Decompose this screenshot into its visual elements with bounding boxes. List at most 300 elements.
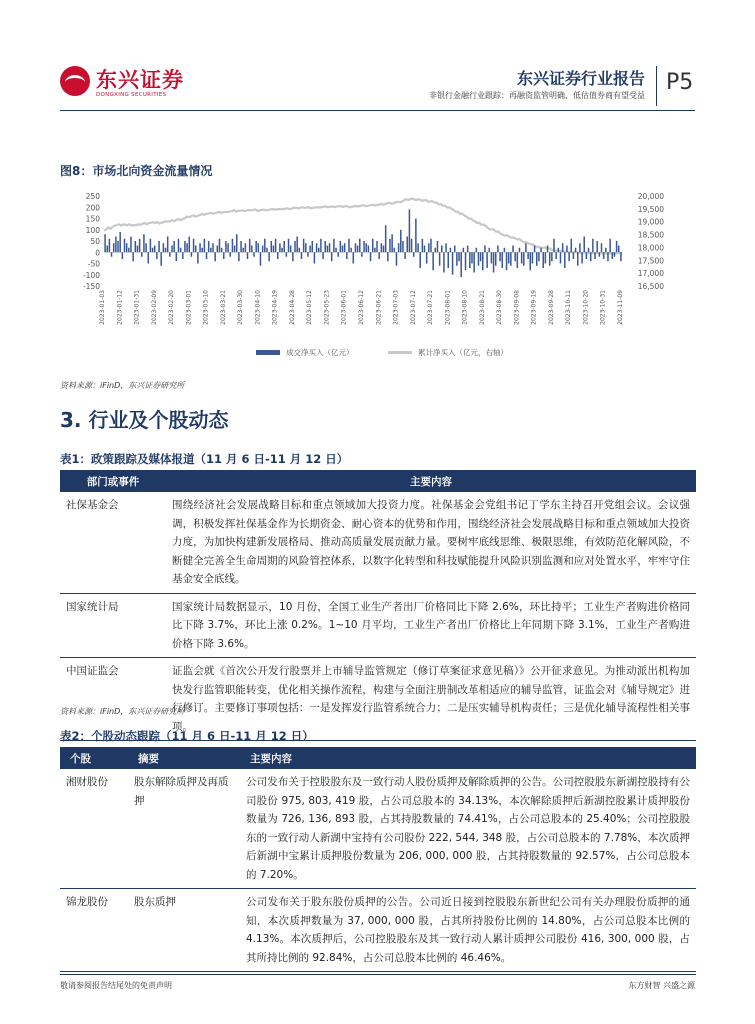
table1-header-content: 主要内容 bbox=[166, 470, 696, 492]
bar bbox=[283, 241, 285, 252]
bar bbox=[486, 252, 488, 268]
x-axis-tick: 2023-07-21 bbox=[427, 290, 435, 325]
bar bbox=[130, 237, 132, 253]
table1-source: 资料来源：iFinD，东兴证券研究所 bbox=[60, 707, 185, 716]
left-axis-tick: 50 bbox=[90, 237, 100, 246]
bar bbox=[165, 248, 167, 253]
bar bbox=[501, 252, 503, 268]
bar bbox=[234, 246, 236, 253]
bar bbox=[620, 252, 622, 261]
bar bbox=[247, 252, 249, 259]
bar bbox=[411, 239, 413, 253]
bar bbox=[568, 252, 570, 261]
bar bbox=[443, 252, 445, 272]
bar bbox=[260, 252, 262, 266]
legend-label-bars: 成交净买入（亿元） bbox=[286, 348, 354, 357]
table-row bbox=[60, 769, 696, 889]
bar bbox=[426, 252, 428, 263]
table2-cell-stock: 锦龙股份 bbox=[60, 889, 128, 972]
bar bbox=[169, 252, 171, 257]
bar bbox=[465, 252, 467, 270]
bar bbox=[532, 252, 534, 263]
x-axis-tick: 2023-05-12 bbox=[306, 290, 314, 325]
bar bbox=[476, 248, 478, 253]
bar bbox=[176, 252, 178, 261]
bar bbox=[396, 252, 398, 266]
bar bbox=[489, 248, 491, 253]
bar bbox=[558, 248, 560, 253]
left-axis-tick: 150 bbox=[85, 214, 100, 224]
bar bbox=[230, 252, 232, 257]
bar bbox=[581, 252, 583, 263]
bar bbox=[616, 241, 618, 252]
bar bbox=[417, 243, 419, 252]
bar bbox=[523, 252, 525, 266]
bar bbox=[253, 252, 255, 257]
bar bbox=[538, 252, 540, 261]
logo-subtext: DONGXING SECURITIES bbox=[96, 92, 167, 98]
left-axis-tick: 100 bbox=[85, 225, 100, 235]
bar bbox=[402, 241, 404, 252]
legend-label-line: 累计净买入（亿元，右轴） bbox=[418, 348, 508, 357]
bar bbox=[428, 243, 430, 252]
bar bbox=[184, 241, 186, 252]
bar bbox=[119, 232, 121, 252]
bar bbox=[435, 248, 437, 253]
right-axis-tick: 19,000 bbox=[637, 217, 664, 227]
bar bbox=[221, 248, 223, 253]
bar bbox=[137, 246, 139, 253]
bar bbox=[614, 252, 616, 257]
bar bbox=[106, 246, 108, 253]
bar bbox=[275, 239, 277, 253]
bar bbox=[182, 252, 184, 259]
x-axis-tick: 2023-09-19 bbox=[530, 290, 538, 325]
bar bbox=[560, 252, 562, 263]
bar bbox=[583, 237, 585, 253]
x-axis-tick: 2023-02-20 bbox=[168, 290, 176, 325]
bar bbox=[122, 252, 124, 259]
bar bbox=[281, 248, 283, 253]
bar bbox=[236, 234, 238, 252]
bar bbox=[357, 246, 359, 253]
bar bbox=[353, 252, 355, 263]
bar bbox=[135, 241, 137, 252]
bar bbox=[530, 252, 532, 270]
bar bbox=[167, 237, 169, 253]
left-axis-tick: 250 bbox=[85, 192, 100, 201]
bar bbox=[596, 241, 598, 252]
bar bbox=[586, 252, 588, 259]
bar bbox=[316, 243, 318, 252]
right-axis-tick: 17,000 bbox=[637, 269, 664, 279]
bar bbox=[374, 248, 376, 253]
bar bbox=[322, 252, 324, 259]
bar bbox=[191, 252, 193, 257]
bar bbox=[286, 252, 288, 257]
bar bbox=[195, 246, 197, 253]
bar bbox=[156, 252, 158, 259]
bar bbox=[592, 239, 594, 253]
bar bbox=[324, 241, 326, 252]
bar bbox=[491, 252, 493, 263]
bar bbox=[573, 252, 575, 259]
bar bbox=[588, 248, 590, 253]
bar bbox=[419, 252, 421, 268]
bar bbox=[579, 243, 581, 252]
bar bbox=[601, 243, 603, 252]
bar bbox=[381, 243, 383, 252]
table2-cell-summary: 股东解除质押及再质押 bbox=[128, 769, 240, 889]
bar bbox=[163, 243, 165, 252]
bar bbox=[534, 246, 536, 253]
bar bbox=[152, 248, 154, 253]
bar bbox=[378, 252, 380, 259]
bar bbox=[249, 239, 251, 253]
right-axis-tick: 17,500 bbox=[637, 256, 664, 266]
bar bbox=[271, 241, 273, 252]
bar bbox=[385, 225, 387, 252]
bar bbox=[493, 252, 495, 272]
bar bbox=[454, 246, 456, 253]
right-axis-tick: 18,500 bbox=[637, 230, 664, 240]
report-title: 东兴证券行业报告 bbox=[516, 69, 645, 88]
bar bbox=[566, 246, 568, 253]
x-axis-tick: 2023-01-31 bbox=[133, 290, 141, 325]
bar bbox=[307, 252, 309, 257]
bar bbox=[232, 239, 234, 253]
x-axis-tick: 2023-03-21 bbox=[219, 290, 227, 325]
bar bbox=[409, 210, 411, 253]
table1-title: 表1：政策跟踪及媒体报道（11 月 6 日-11 月 12 日） bbox=[60, 452, 349, 466]
bar bbox=[214, 252, 216, 261]
bar bbox=[456, 252, 458, 266]
left-axis-tick: -100 bbox=[82, 270, 100, 280]
bar bbox=[450, 248, 452, 253]
table2-cell-stock: 湘财股份 bbox=[60, 769, 128, 889]
table1-cell-content: 围绕经济社会发展战略目标和重点领域加大投资力度。社保基金会党组书记丁学东主持召开党组会议。会议强调，积极发挥社保基金作为长期资金、耐心资本的优势和作用，围绕经济社会发展战略目标和重点领域加大投资力度，为加快构建新发展格局、推动高质量发展贡献力量。要树牢底线思维、极限思维，有效防范化解风险，不断健全完善全生命周期的风险管控体系，以数字化转型和科技赋能提升风险识别监测和应对处置水平，牢牢守住基金安全底线。 bbox=[166, 492, 696, 593]
bar bbox=[143, 234, 145, 252]
bar bbox=[217, 246, 219, 253]
bar bbox=[432, 252, 434, 270]
bar bbox=[430, 239, 432, 253]
bar bbox=[327, 246, 329, 253]
bar bbox=[312, 241, 314, 252]
bar bbox=[549, 252, 551, 266]
bar bbox=[340, 241, 342, 252]
bar bbox=[204, 239, 206, 253]
bar bbox=[389, 239, 391, 253]
bar bbox=[463, 248, 465, 253]
table2-cell-content: 公司发布关于股东股份质押的公告。公司近日接到控股股东新世纪公司有关办理股份质押的通知，本次质押数量为 37, 000, 000 股，占其所持股份比例的 14.80%，占公司总股本比例的 4.13%。本次质押后，公司控股股东及其一致行动人累计质押公司股份 416, 300, 000 股，占其所持比例的 92.84%，占公司总股本比例的 46.46%。 bbox=[240, 889, 696, 972]
x-axis-tick: 2023-08-01 bbox=[444, 290, 452, 325]
bar bbox=[413, 252, 415, 257]
bar bbox=[335, 248, 337, 253]
table-row bbox=[60, 889, 696, 972]
bar bbox=[519, 248, 521, 253]
header-rule bbox=[60, 110, 695, 111]
bar bbox=[126, 243, 128, 252]
table-row bbox=[60, 492, 696, 593]
x-axis-tick: 2023-04-19 bbox=[271, 290, 279, 325]
table2-title: 表2：个股动态跟踪（11 月 6 日-11 月 12 日） bbox=[60, 729, 314, 743]
bar bbox=[542, 252, 544, 268]
table1-header-dept: 部门或事件 bbox=[60, 470, 166, 492]
bar bbox=[607, 252, 609, 261]
bar bbox=[618, 246, 620, 253]
bar bbox=[303, 239, 305, 253]
bar bbox=[484, 246, 486, 253]
bar bbox=[512, 246, 514, 253]
bar bbox=[154, 246, 156, 253]
bar bbox=[350, 248, 352, 253]
bar bbox=[471, 252, 473, 263]
bar bbox=[545, 252, 547, 263]
x-axis-tick: 2023-10-11 bbox=[565, 290, 573, 325]
figure-source: 资料来源：iFinD，东兴证券研究所 bbox=[60, 381, 185, 390]
table2-cell-summary: 股东质押 bbox=[128, 889, 240, 972]
bar bbox=[104, 234, 106, 252]
left-axis-tick: -150 bbox=[82, 282, 100, 291]
bar bbox=[594, 252, 596, 259]
bar bbox=[564, 252, 566, 268]
x-axis-tick: 2023-07-03 bbox=[392, 290, 400, 325]
northbound-flow-chart bbox=[60, 188, 696, 368]
bar bbox=[240, 241, 242, 252]
bar bbox=[173, 241, 175, 252]
x-axis-tick: 2023-09-08 bbox=[513, 290, 521, 325]
bar bbox=[314, 252, 316, 263]
x-axis-tick: 2023-02-09 bbox=[150, 290, 158, 325]
bar bbox=[288, 239, 290, 253]
x-axis-tick: 2023-09-28 bbox=[547, 290, 555, 325]
bar bbox=[551, 252, 553, 261]
x-axis-tick: 2023-11-09 bbox=[617, 290, 624, 325]
bar bbox=[398, 243, 400, 252]
stock-table bbox=[60, 747, 696, 972]
bar bbox=[115, 237, 117, 253]
left-axis-tick: -50 bbox=[87, 259, 100, 269]
x-axis-tick: 2023-05-23 bbox=[323, 290, 331, 325]
bar bbox=[387, 252, 389, 261]
bar bbox=[212, 243, 214, 252]
bar bbox=[268, 252, 270, 261]
x-axis-tick: 2023-03-30 bbox=[237, 290, 245, 325]
bar bbox=[540, 248, 542, 253]
bar bbox=[208, 241, 210, 252]
bar bbox=[132, 252, 134, 261]
bar bbox=[290, 246, 292, 253]
footer-slogan: 东方财智 兴盛之源 bbox=[628, 981, 695, 990]
bar bbox=[406, 237, 408, 253]
bar bbox=[365, 243, 367, 252]
x-axis-tick: 2023-07-12 bbox=[409, 290, 417, 325]
bar bbox=[199, 243, 201, 252]
bar bbox=[262, 246, 264, 253]
bar bbox=[383, 246, 385, 253]
bar bbox=[590, 252, 592, 261]
logo-icon bbox=[60, 66, 90, 96]
bar bbox=[305, 243, 307, 252]
bar bbox=[219, 239, 221, 253]
bar bbox=[320, 239, 322, 253]
bar bbox=[333, 239, 335, 253]
bar bbox=[460, 252, 462, 277]
bar bbox=[266, 248, 268, 253]
bar bbox=[439, 252, 441, 266]
bar bbox=[242, 248, 244, 253]
bar bbox=[251, 246, 253, 253]
bar bbox=[506, 252, 508, 270]
right-axis-tick: 19,500 bbox=[637, 204, 664, 214]
bar bbox=[331, 252, 333, 261]
x-axis-tick: 2023-06-21 bbox=[375, 290, 383, 325]
bar bbox=[206, 252, 208, 259]
bar bbox=[452, 252, 454, 275]
header-divider bbox=[656, 66, 657, 106]
x-axis-tick: 2023-01-03 bbox=[99, 290, 106, 325]
bar bbox=[605, 248, 607, 253]
bar bbox=[562, 243, 564, 252]
bar bbox=[536, 252, 538, 266]
figure-title: 图8：市场北向资金流量情况 bbox=[60, 164, 213, 178]
x-axis-tick: 2023-06-01 bbox=[340, 290, 348, 325]
bar bbox=[478, 252, 480, 266]
x-axis-tick: 2023-08-30 bbox=[496, 290, 504, 325]
page-number: P5 bbox=[666, 70, 694, 95]
bar bbox=[128, 248, 130, 253]
bar bbox=[609, 239, 611, 253]
bar bbox=[372, 239, 374, 253]
x-axis-tick: 2023-10-20 bbox=[582, 290, 590, 325]
bar bbox=[424, 246, 426, 253]
bar bbox=[277, 252, 279, 259]
bar bbox=[571, 239, 573, 253]
bar bbox=[508, 252, 510, 263]
bar bbox=[497, 246, 499, 253]
bar bbox=[189, 237, 191, 253]
x-axis-tick: 2023-03-10 bbox=[202, 290, 210, 325]
x-axis-tick: 2023-10-31 bbox=[599, 290, 607, 325]
bar bbox=[111, 252, 113, 257]
bar bbox=[575, 248, 577, 253]
bar bbox=[441, 246, 443, 253]
bar bbox=[296, 237, 298, 253]
bar bbox=[158, 241, 160, 252]
bar bbox=[145, 243, 147, 252]
bar bbox=[521, 252, 523, 263]
bar bbox=[394, 248, 396, 253]
table-row bbox=[60, 593, 696, 658]
bar bbox=[355, 243, 357, 252]
table2-header-content: 主要内容 bbox=[240, 747, 696, 769]
bar bbox=[273, 246, 275, 253]
bar bbox=[525, 243, 527, 252]
bar bbox=[294, 241, 296, 252]
bar bbox=[124, 239, 126, 253]
bar bbox=[391, 234, 393, 252]
bar bbox=[363, 241, 365, 252]
bar bbox=[577, 252, 579, 266]
bar bbox=[223, 252, 225, 259]
bar bbox=[499, 252, 501, 261]
bar bbox=[160, 252, 162, 266]
bar bbox=[458, 252, 460, 261]
table1-cell-dept: 社保基金会 bbox=[60, 492, 166, 593]
bar bbox=[141, 252, 143, 257]
bar bbox=[258, 243, 260, 252]
left-axis-tick: 200 bbox=[85, 203, 100, 213]
bar bbox=[299, 248, 301, 253]
bar bbox=[346, 252, 348, 259]
policy-table bbox=[60, 470, 696, 741]
table2-cell-content: 公司发布关于控股股东及一致行动人股份质押及解除质押的公告。公司控股股东新湖控股持有公司股份 975, 803, 419 股，占公司总股本的 34.13%，本次解除质押后新湖控股累计质押股份数量为 726, 136, 893 股，占其持股数量的 74.41%，占公司总股本的 25.40%；公司控股股东的一致行动人新湖中宝持有公司股份 222, 544, 348 股，占公司总股本的 7.78%，本次质押后新湖中宝累计质押股份数量为 206, 000, 000 股，占其持股数量的 92.57%，占公司总股本的 7.20%。 bbox=[240, 769, 696, 889]
bar bbox=[279, 243, 281, 252]
x-axis-tick: 2023-03-01 bbox=[185, 290, 193, 325]
section-title: 3. 行业及个股动态 bbox=[60, 408, 229, 432]
bar bbox=[448, 252, 450, 268]
bar bbox=[109, 239, 111, 253]
bar bbox=[467, 246, 469, 253]
bar bbox=[245, 243, 247, 252]
bar bbox=[361, 252, 363, 257]
bar bbox=[504, 248, 506, 253]
bar bbox=[495, 252, 497, 266]
right-axis-tick: 20,000 bbox=[637, 192, 664, 201]
bar bbox=[318, 248, 320, 253]
x-axis-tick: 2023-01-12 bbox=[116, 290, 124, 325]
table1-cell-dept: 中国证监会 bbox=[60, 658, 166, 741]
table1-cell-dept: 国家统计局 bbox=[60, 593, 166, 658]
bar bbox=[368, 246, 370, 253]
bar bbox=[139, 239, 141, 253]
bar bbox=[329, 243, 331, 252]
left-axis-tick: 0 bbox=[95, 248, 100, 258]
bar bbox=[150, 239, 152, 253]
bar bbox=[309, 246, 311, 253]
x-axis-tick: 2023-08-21 bbox=[478, 290, 486, 325]
table2-header-summary: 摘要 bbox=[128, 747, 240, 769]
bar bbox=[180, 248, 182, 253]
bar bbox=[210, 248, 212, 253]
bar bbox=[469, 252, 471, 268]
bar bbox=[178, 239, 180, 253]
bar bbox=[404, 252, 406, 259]
bar bbox=[147, 252, 149, 263]
bar bbox=[415, 219, 417, 253]
bar bbox=[599, 252, 601, 257]
bar bbox=[437, 241, 439, 252]
bar bbox=[171, 246, 173, 253]
logo-text: 东兴证券 bbox=[96, 68, 184, 92]
x-axis-tick: 2023-06-12 bbox=[358, 290, 365, 325]
bar bbox=[370, 252, 372, 261]
right-axis-tick: 18,000 bbox=[637, 243, 664, 253]
table1-cell-content: 证监会就《首次公开发行股票并上市辅导监管规定（修订草案征求意见稿）》公开征求意见。为推动派出机构加快发行监管职能转变，优化相关操作流程，构建与全面注册制改革相适应的辅导监管，证监会对《辅导规定》进行修订。主要修订事项包括：一是发挥发行监管系统合力；二是压实辅导机构责任；三是优化辅导流程性相关事项。 bbox=[166, 658, 696, 741]
bar bbox=[527, 252, 529, 259]
legend-swatch-bars bbox=[256, 350, 280, 355]
bar bbox=[201, 248, 203, 253]
footer-disclaimer: 敬请参阅报告结尾处的免责声明 bbox=[60, 981, 172, 990]
bar bbox=[359, 239, 361, 253]
bar bbox=[197, 252, 199, 263]
right-axis-tick: 16,500 bbox=[637, 282, 664, 291]
bar bbox=[117, 241, 119, 252]
bar bbox=[292, 252, 294, 261]
bar bbox=[264, 239, 266, 253]
cumulative-line bbox=[104, 199, 622, 254]
bar bbox=[225, 241, 227, 252]
